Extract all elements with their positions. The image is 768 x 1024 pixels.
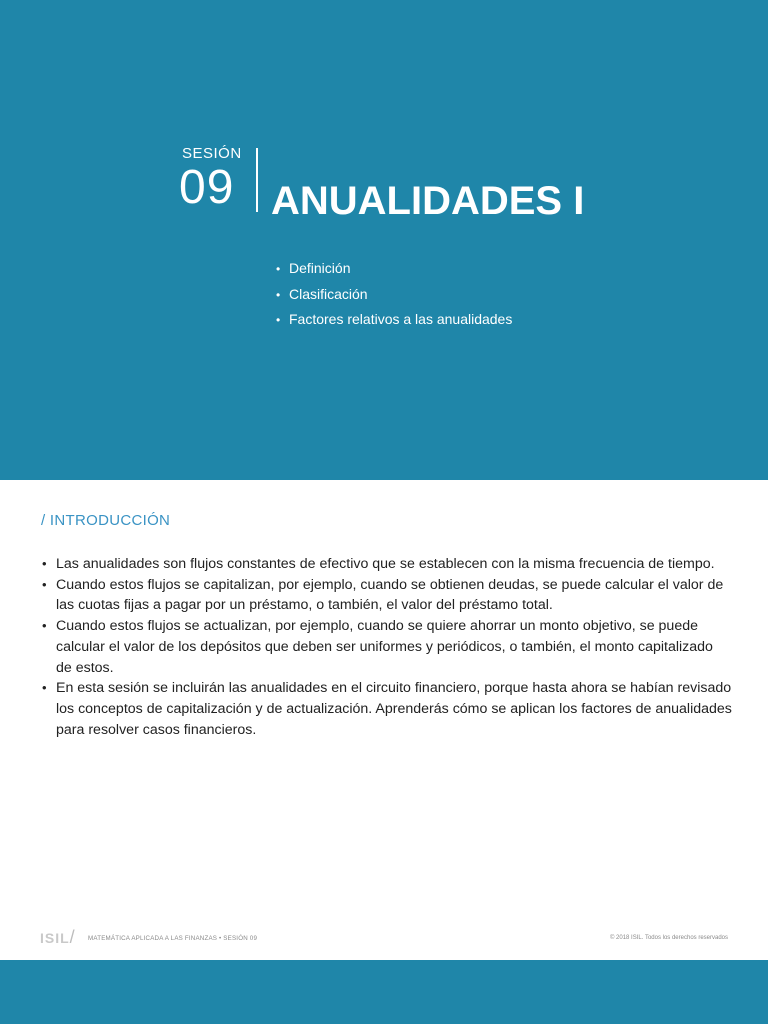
bullet-icon: • <box>42 556 47 571</box>
session-divider <box>256 148 258 212</box>
bottom-band <box>0 960 768 1024</box>
topic-list <box>276 256 512 333</box>
intro-bullet-text: Cuando estos flujos se actualizan, por ejemplo, cuando se quiere ahorrar un monto objetivo, se puede calcular el valor de los depósitos que deben ser uniformes y periódicos, o también, el monto capitalizado de estos. <box>56 618 713 676</box>
topic-label: Definición <box>289 260 351 276</box>
topic-item <box>276 307 512 333</box>
intro-bullet <box>42 554 732 575</box>
topic-label: Clasificación <box>289 285 368 302</box>
bullet-icon: • <box>276 287 281 302</box>
intro-bullet-text: En esta sesión se incluirán las anualidades en el circuito financiero, porque hasta ahora se habían revisado los conceptos de capitalización y de actualización. Aprenderás cómo se aplican los factores de anualidades para resolver casos financieros. <box>56 680 732 738</box>
isil-logo <box>40 927 76 948</box>
topic-item <box>276 282 512 308</box>
intro-bullet-list <box>42 554 732 740</box>
intro-heading: / INTRODUCCIÓN <box>41 512 171 529</box>
footer-course-label: MATEMÁTICA APLICADA A LAS FINANZAS • SESIÓN 09 <box>88 935 258 942</box>
intro-bullet-text: Las anualidades son flujos constantes de efectivo que se establecen con la misma frecuencia de tiempo. <box>56 556 715 572</box>
bullet-icon: • <box>42 680 47 696</box>
bullet-icon: • <box>276 262 281 276</box>
topic-label: Factores relativos a las anualidades <box>289 311 513 327</box>
bullet-icon: • <box>42 618 47 634</box>
footer-copyright: © 2018 ISIL. Todos los derechos reservados <box>609 935 728 941</box>
topic-item <box>276 256 512 282</box>
intro-bullet-text: Cuando estos flujos se capitalizan, por ejemplo, cuando se obtienen deudas, se puede calcular el valor de las cuotas fijas a pagar por un préstamo, o también, el valor del préstamo total. <box>56 576 724 614</box>
intro-bullet <box>42 678 732 740</box>
session-number: 09 <box>179 161 235 214</box>
session-label: SESIÓN <box>182 145 242 162</box>
logo-text: ISIL <box>40 930 70 946</box>
logo-slash-icon: / <box>69 927 76 947</box>
intro-bullet <box>42 575 732 616</box>
bullet-icon: • <box>42 576 47 592</box>
intro-bullet <box>42 616 732 678</box>
bullet-icon: • <box>276 313 281 327</box>
session-cover-banner <box>0 0 768 480</box>
session-title: ANUALIDADES I <box>271 179 585 223</box>
